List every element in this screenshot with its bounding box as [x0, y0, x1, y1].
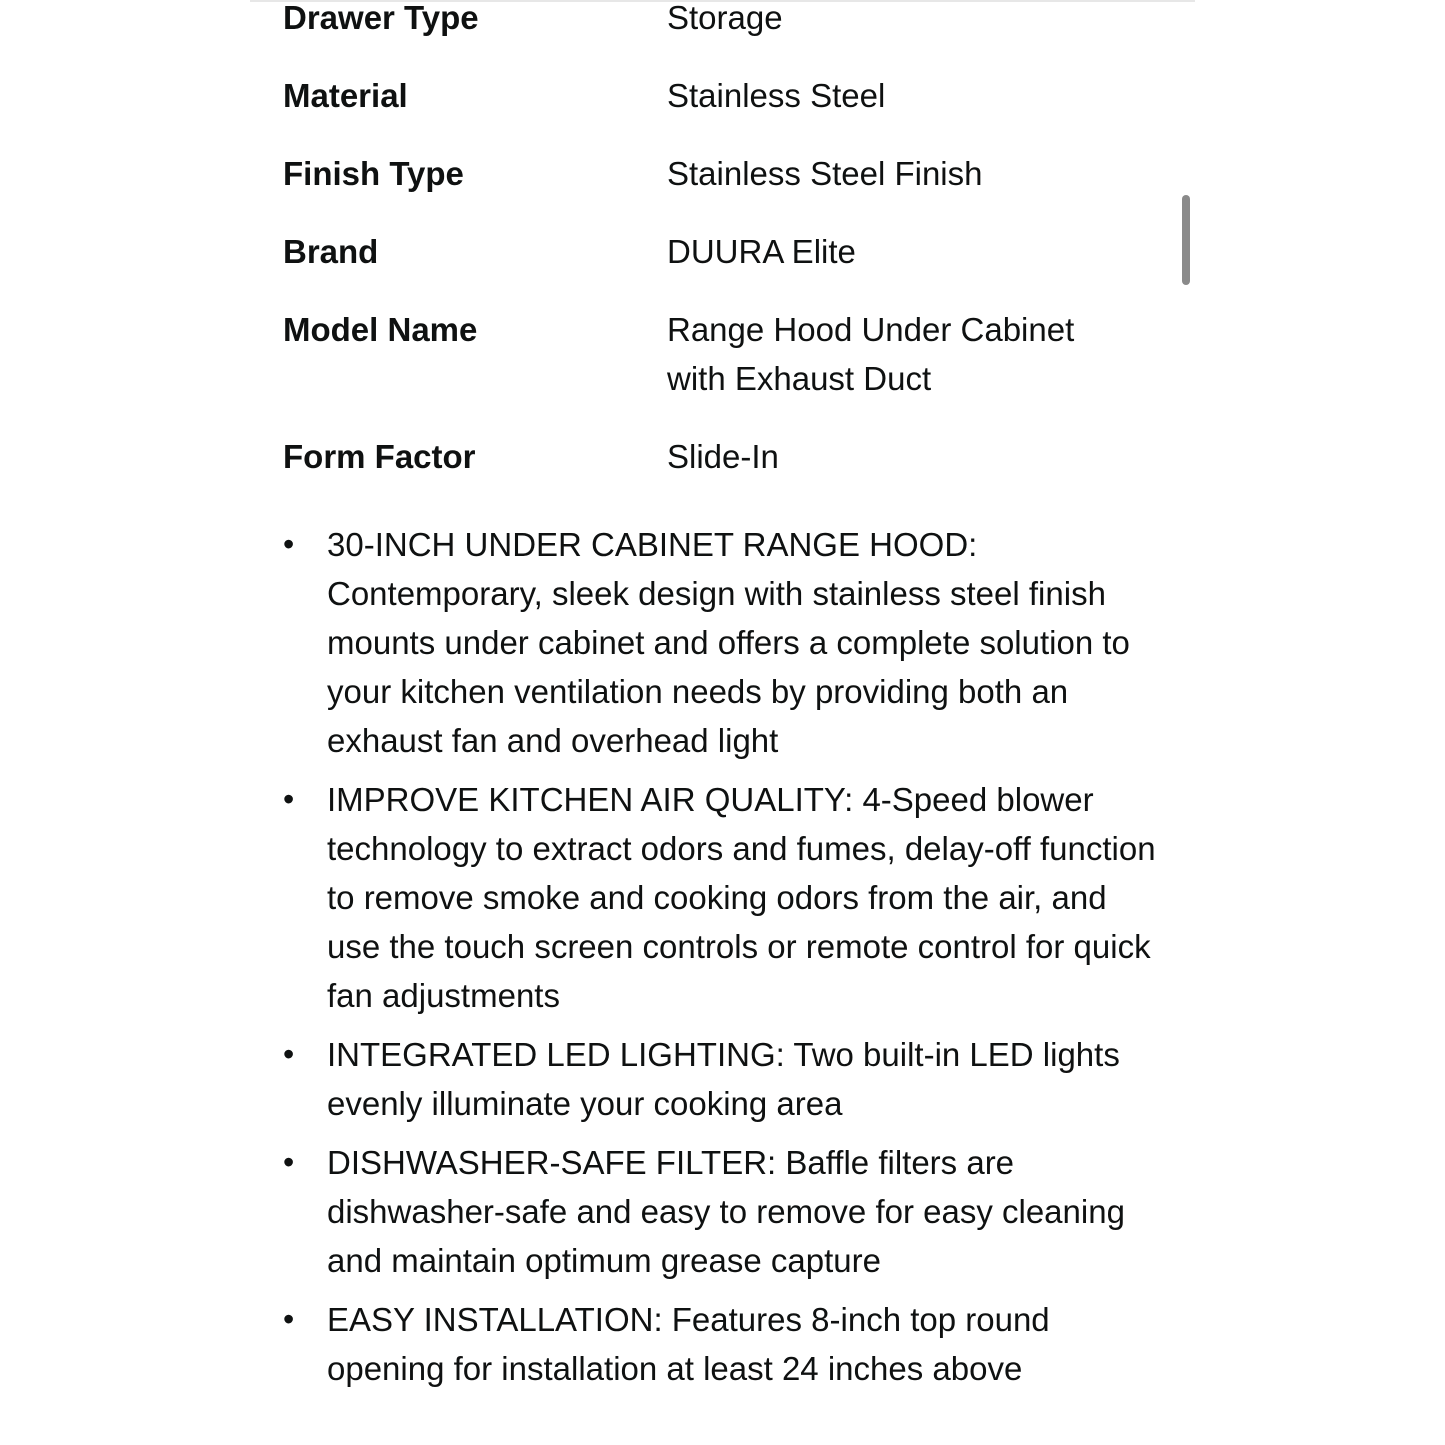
list-item [283, 775, 1163, 1020]
spec-value: Stainless Steel Finish [667, 155, 983, 192]
bullet-text: EASY INSTALLATION: Features 8-inch top round opening for installation at least 24 inches above [327, 1301, 1050, 1387]
spec-label: Brand [283, 233, 379, 270]
bullet-icon: • [283, 1144, 295, 1180]
spec-label: Finish Type [283, 155, 464, 192]
bullet-text: IMPROVE KITCHEN AIR QUALITY: 4-Speed blower technology to extract odors and fumes, delay-off function to remove smoke and cooking odors from the air, and use the touch screen controls or remote control for quick fan adjustments [327, 781, 1156, 1014]
list-item [283, 1030, 1163, 1128]
spec-value: Stainless Steel [667, 77, 886, 114]
list-item [283, 1138, 1163, 1285]
bullet-icon: • [283, 1301, 295, 1337]
bullet-text: 30-INCH UNDER CABINET RANGE HOOD: Contemporary, sleek design with stainless steel finish mounts under cabinet and offers a complete solution to your kitchen ventilation needs by providing both an exhaust fan and overhead light [327, 526, 1130, 759]
bullet-text: INTEGRATED LED LIGHTING: Two built-in LED lights evenly illuminate your cooking area [327, 1036, 1120, 1122]
bullet-text: DISHWASHER-SAFE FILTER: Baffle filters are dishwasher-safe and easy to remove for easy cleaning and maintain optimum grease capture [327, 1144, 1125, 1279]
spec-label: Drawer Type [283, 0, 479, 36]
spec-value: Slide-In [667, 438, 779, 475]
bullet-icon: • [283, 781, 295, 817]
feature-bullets [283, 520, 1163, 1403]
spec-value: Storage [667, 0, 783, 36]
list-item [283, 520, 1163, 765]
bullet-icon: • [283, 1036, 295, 1072]
scrollbar-thumb[interactable] [1182, 195, 1190, 285]
spec-label: Material [283, 77, 408, 114]
list-item [283, 1295, 1163, 1393]
spec-value: DUURA Elite [667, 233, 856, 270]
spec-label: Form Factor [283, 438, 476, 475]
spec-value: Range Hood Under Cabinet with Exhaust Duct [667, 311, 1075, 397]
spec-label: Model Name [283, 311, 478, 348]
bullet-icon: • [283, 526, 295, 562]
